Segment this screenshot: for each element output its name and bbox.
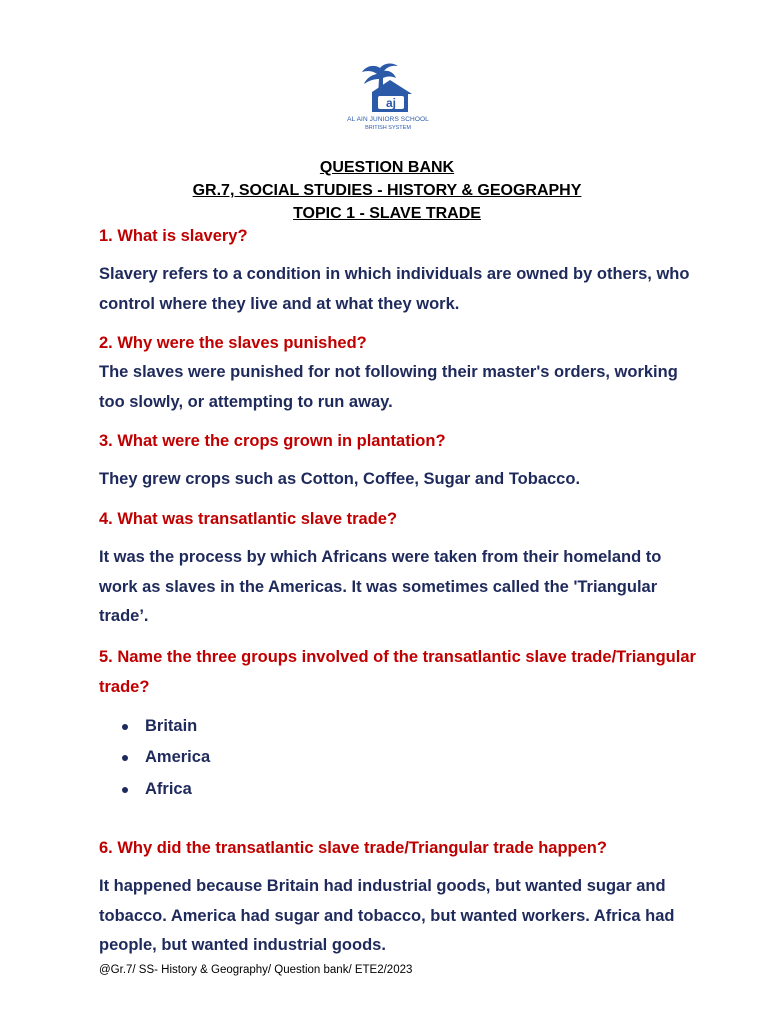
- school-logo: [340, 62, 436, 142]
- palm-house-icon: [358, 62, 418, 116]
- list-item-label: Africa: [145, 780, 192, 798]
- school-system: BRITISH SYSTEM: [365, 125, 411, 131]
- question-5: 5. Name the three groups involved of the transatlantic slave trade/Triangular trade?: [99, 648, 696, 696]
- answer-4: It was the process by which Africans were taken from their homeland to work as slaves in the Americas. It was sometimes called the 'Triangular trade’.: [99, 548, 662, 625]
- question-3: 3. What were the crops grown in plantation?: [99, 432, 446, 450]
- heading-question-bank: QUESTION BANK: [319, 159, 455, 176]
- bullet-icon: [122, 755, 128, 761]
- answer-1: Slavery refers to a condition in which individuals are owned by others, who control where they live and at what they work.: [99, 265, 690, 313]
- bullet-icon: [122, 724, 128, 730]
- question-6: 6. Why did the transatlantic slave trade/Triangular trade happen?: [99, 839, 607, 857]
- heading-grade-subject: GR.7, SOCIAL STUDIES - HISTORY & GEOGRAPHY: [192, 182, 582, 199]
- answer-6: It happened because Britain had industrial goods, but wanted sugar and tobacco. America had sugar and tobacco, but wanted workers. Africa had people, but wanted industrial goods.: [99, 877, 675, 954]
- list-item-label: America: [145, 748, 211, 766]
- question-4: 4. What was transatlantic slave trade?: [99, 510, 398, 528]
- list-item-label: Britain: [145, 717, 198, 735]
- heading-topic: TOPIC 1 - SLAVE TRADE: [293, 205, 481, 222]
- answer-2: The slaves were punished for not following their master's orders, working too slowly, or attempting to run away.: [99, 363, 678, 411]
- page-footer: @Gr.7/ SS- History & Geography/ Question bank/ ETE2/2023: [99, 964, 413, 976]
- question-1: 1. What is slavery?: [99, 227, 248, 245]
- answer-3: They grew crops such as Cotton, Coffee, Sugar and Tobacco.: [99, 470, 581, 488]
- logo-mark: aj: [385, 96, 397, 110]
- question-2: 2. Why were the slaves punished?: [99, 334, 367, 352]
- school-name: AL AIN JUNIORS SCHOOL: [347, 116, 429, 123]
- bullet-icon: [122, 787, 128, 793]
